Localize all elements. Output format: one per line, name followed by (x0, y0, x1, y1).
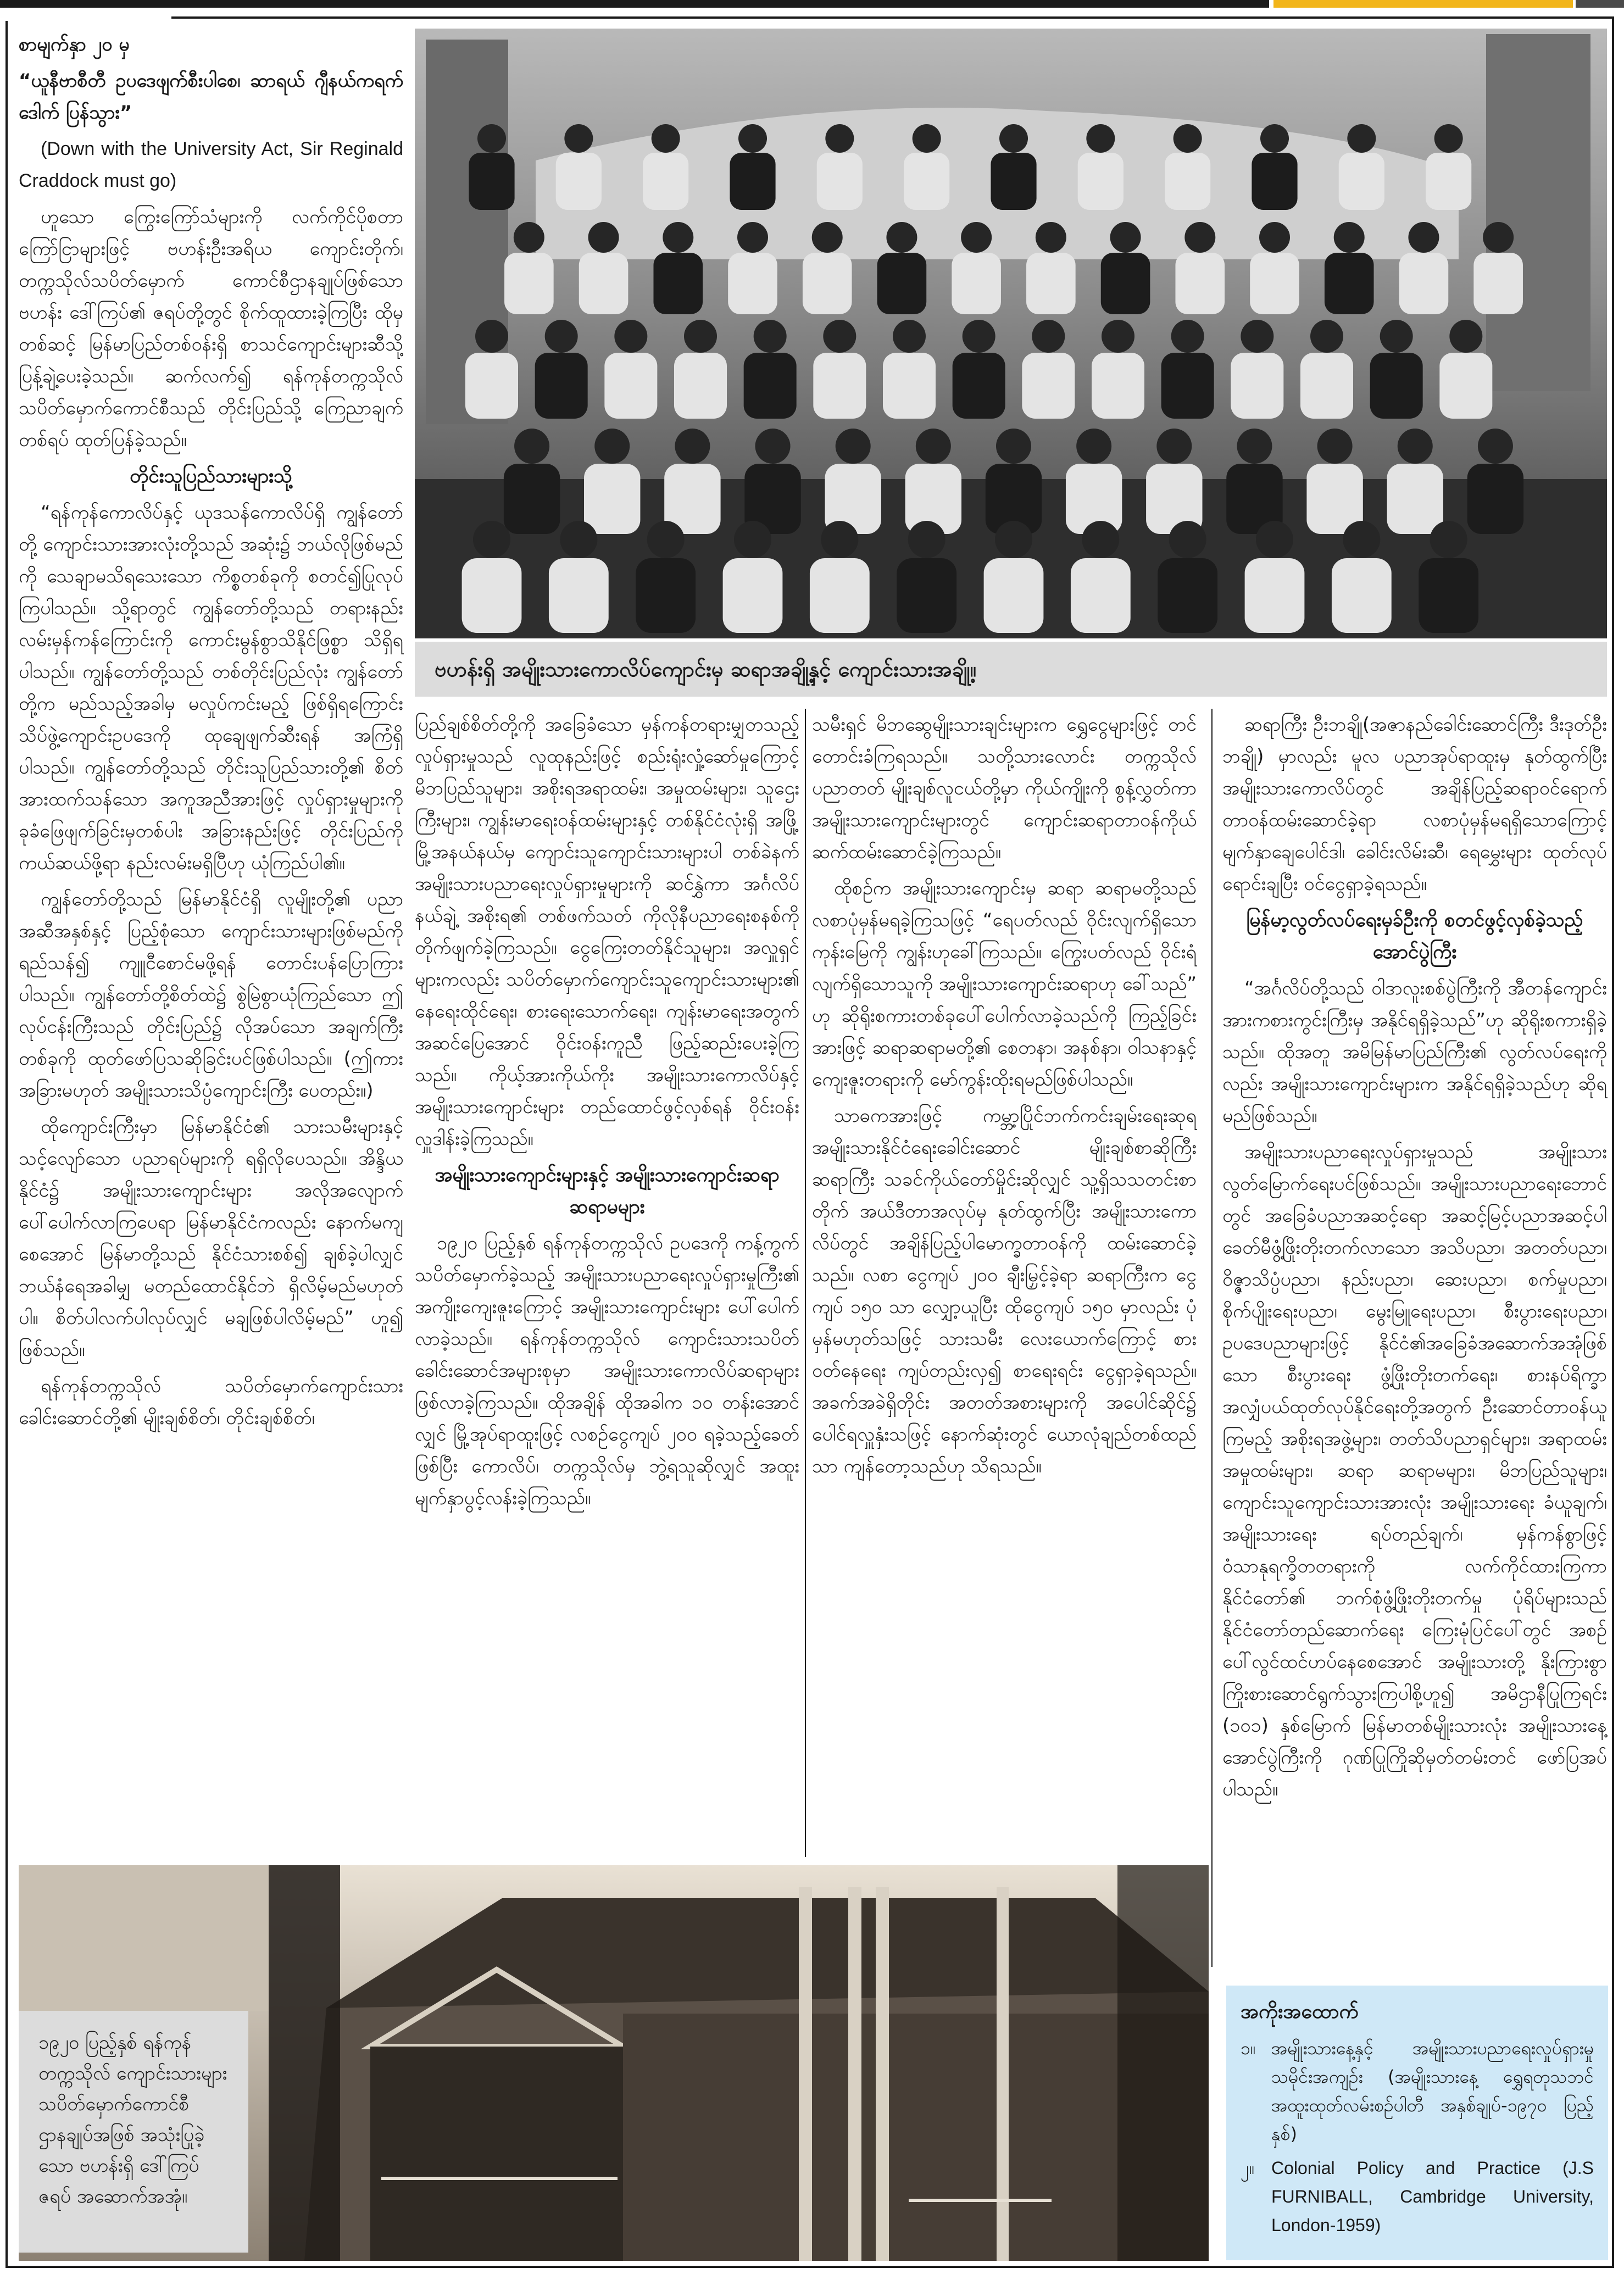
person-body (991, 153, 1036, 210)
person-body (1231, 353, 1283, 419)
person-head (588, 222, 619, 253)
person-body (643, 153, 688, 210)
person-head (1086, 124, 1115, 153)
person-head (996, 429, 1031, 464)
col3-paragraph-2: ထိုစဉ်က အမျိုးသားကျောင်းမှ ဆရာ ဆရာမတို့သည် လစာပုံမှန်မရခဲ့ကြသဖြင့် “ရေပတ်လည် ဝိုင်းလျက်ရှိသော ကုန်းမြေကို ကျွန်းဟုခေါ်ကြသည်။ ကြွေးပတ်လည် ဝိုင်းရံလျက်ရှိသောသူကို အမျိုးသားကျောင်းဆရာဟု ခေါ်သည်” ဟု ဆိုရိုးစကားတစ်ခုပေါ်ပေါက်လာခဲ့သည်ကို ကြည့်ခြင်းအားဖြင့် ဆရာဆရာမတို့၏ စေတနာ၊ အနစ်နာ၊ ဝါသနာနှင့် ကျေးဇူးတရားကို မော်ကွန်းထိုးရမည်ဖြစ်ပါသည်။ (812, 877, 1197, 1091)
person-body (1165, 153, 1210, 210)
person-body (535, 353, 588, 419)
col1-paragraph-4: ထိုကျောင်းကြီးမှာ မြန်မာနိုင်ငံ၏ သားသမီးများနှင့် သင့်လျော်သော ပညာရပ်များကို ရရှိလိုပေသည်။ အိန္ဒိယနိုင်ငံ၌ အမျိုးသားကျောင်းများ အလိုအလျောက် ပေါ်ပေါက်လာကြပေရာ မြန်မာနိုင်ငံကလည်း နောက်မကျစေအောင် မြန်မာတို့သည် နိုင်ငံသားစစ်၍ ချစ်ခဲ့ပါလျှင် ဘယ်နံရေအခါမျှ မတည်ထောင်နိုင်ဘဲ ရှိလိမ့်မည်မဟုတ်ပါ။ စိတ်ပါလက်ပါလုပ်လျှင် မချဖြစ်ပါလိမ့်မည်” ဟူ၍ ဖြစ်သည်။ (19, 1116, 403, 1361)
person-head (1171, 320, 1204, 353)
reference-number: ၁။ (1241, 2038, 1256, 2059)
person-head (961, 222, 992, 253)
person-body (813, 353, 866, 419)
col2-paragraph-1: ပြည်ချစ်စိတ်တို့ကို အခြေခံသော မှန်ကန်တရားမျှတသည့် လှုပ်ရှားမှုသည် လူထုနည်းဖြင့် စည်းရုံးလှုံ့ဆော်မှုကြောင့် မိဘပြည်သူများ၊ အစိုးရအရာထမ်း၊ အမှုထမ်းများ၊ သူဌေးကြီးများ၊ ကျွန်းမာရေးဝန်ထမ်းများနှင့် တစ်နိုင်ငံလုံးရှိ အဖြို့မြို့အနယ်နယ်မှ ကျောင်းသူကျောင်းသားများပါ တစ်ခဲနက် အမျိုးသားပညာရေးလှုပ်ရှားမှုများကို ဆင်နွှဲကာ အင်္ဂလိပ်နယ်ချဲ့ အစိုးရ၏ တစ်ဖက်သတ် ကိုလိုနီပညာရေးစနစ်ကို တိုက်ဖျက်ခဲ့ကြသည်။ ငွေကြေးတတ်နိုင်သူများ၊ အလှူရှင်များကလည်း သပိတ်မှောက်ကျောင်းသူကျောင်းသားများ၏ နေရေးထိုင်ရေး၊ စားရေးသောက်ရေး၊ ကျန်းမာရေးအတွက် အဆင်ပြေအောင် ဝိုင်းဝန်းကူညီ ဖြည့်ဆည်းပေးခဲ့ကြသည်။ ကိုယ့်အားကိုယ်ကိုး အမျိုးသားကောလိပ်နှင့် အမျိုးသားကျောင်းများ တည်ထောင်ဖွင့်လှစ်ရန် ဝိုင်းဝန်းလှူဒါန်းခဲ့ကြသည်။ (415, 714, 799, 1150)
person-body (1325, 253, 1374, 314)
person-body (1092, 353, 1144, 419)
person-head (594, 429, 630, 464)
top-bar-dark (1576, 0, 1624, 8)
person-body (953, 353, 1005, 419)
col2-paragraph-2: ၁၉၂၀ ပြည့်နှစ် ရန်ကုန်တက္ကသိုလ် ဥပဒေကို ကန့်ကွက်သပိတ်မှောက်ခဲ့သည့် အမျိုးသားပညာရေးလှုပ်ရှားမှုကြီး၏ အကျိုးကျေးဇူးကြောင့် အမျိုးသားကျောင်းများ ပေါ်ပေါက်လာခဲ့သည်။ ရန်ကုန်တက္ကသိုလ် ကျောင်းသားသပိတ်ခေါင်းဆောင်အများစုမှာ အမျိုးသားကောလိပ်ဆရာများ ဖြစ်လာခဲ့ကြသည်။ ထိုအချိန် ထိုအခါက ၁၀ တန်းအောင်လျှင် မြို့အုပ်ရာထူးဖြင့် လစဉ်ငွေကျပ် ၂၀၀ ရခဲ့သည့်ခေတ်ဖြစ်ပြီး ကောလိပ်၊ တက္ကသိုလ်မှ ဘွဲ့ရသူဆိုလျှင် အထူးမျက်နှာပွင့်လန်းခဲ့ကြသည်။ (415, 1232, 799, 1509)
person-body (1022, 353, 1075, 419)
references-box (1226, 1986, 1608, 2260)
continued-from: စာမျက်နှာ ၂၀ မှ (19, 34, 130, 55)
person-head (1380, 320, 1413, 353)
person-head (1347, 124, 1376, 153)
person-body (1158, 558, 1217, 633)
slogan-burmese: “ယူနီဗာစီတီ ဥပဒေဖျက်စီးပါစေ၊ ဆာရယ် ဂျီနယ်ကရက်ဒေါက် ပြန်သွား” (19, 70, 403, 124)
col1-paragraph-1: ဟူသော ကြွေးကြော်သံများကို လက်ကိုင်ပိုစတာ ကြော်ငြာများဖြင့် ဗဟန်းဦးအရိယ ကျောင်းတိုက်၊ တက္ကသိုလ်သပိတ်မှောက် ကောင်စီဌာနချုပ်ဖြစ်သော ဗဟန်း ဒေါ်ကြပ်၏ ဇရပ်တို့တွင် စိုက်ထူထားခဲ့ကြပြီး ထိုမှတစ်ဆင့် မြန်မာပြည်တစ်ဝန်းရှိ စာသင်ကျောင်းများဆီသို့ ပြန့်ချဲ့ပေးခဲ့သည်။ ဆက်လက်၍ ရန်ကုန်တက္ကသိုလ် သပိတ်မှောက်ကောင်စီသည် တိုင်းပြည်သို့ ကြေညာချက်တစ်ရပ် ထုတ်ပြန်ခဲ့သည်။ (19, 206, 403, 451)
person-body (1419, 558, 1478, 633)
col4-paragraph-2: “အင်္ဂလိပ်တို့သည် ဝါဒာလူးစစ်ပွဲကြီးကို အီတန်ကျောင်း အားကစားကွင်းကြီးမှ အနိုင်ရရှိခဲ့သည်”ဟု ဆိုရိုးစကားရှိခဲ့သည်။ ထိုအတူ အမိမြန်မာပြည်ကြီး၏ လွတ်လပ်ရေးကိုလည်း အမျိုးသားကျောင်းများက အနိုင်ရရှိခဲ့သည်ဟု ဆိုရမည်ဖြစ်သည်။ (1222, 977, 1607, 1127)
person-head (647, 521, 685, 558)
col3-paragraph-1: သမီးရှင် မိဘဆွေမျိုးသားချင်းများက ရွှေငွေများဖြင့် တင်တောင်းခံကြရသည်။ သတို့သားလောင်း တက္ကသိုလ်ပညာတတ် မျိုးချစ်လူငယ်တို့မှာ ကိုယ်ကျိုးကို စွန့်လွှတ်ကာ အမျိုးသားကျောင်းများတွင် ကျောင်းဆရာတာဝန်ကိုယ် ဆက်ထမ်းဆောင်ခဲ့ကြသည်။ (812, 714, 1197, 863)
person-body (1175, 253, 1225, 314)
person-head (545, 320, 578, 353)
person-head (1478, 429, 1513, 464)
person-body (1026, 253, 1076, 314)
person-body (549, 558, 609, 633)
col1-heading: တိုင်းသူပြည်သားများသို့ (130, 465, 292, 487)
column-4 (1222, 709, 1607, 1972)
person-head (1408, 222, 1439, 253)
col4-paragraph-3: အမျိုးသားပညာရေးလှုပ်ရှားမှုသည် အမျိုးသားလွတ်မြောက်ရေးပင်ဖြစ်သည်။ အမျိုးသားပညာရေးဘောင်တွင် အခြေခံပညာအဆင့်ရော အဆင့်မြင့်ပညာအဆင့်ပါ ခေတ်မီဖွံ့ဖြိုးတိုးတက်လာသော အသိပညာ၊ အတတ်ပညာ၊ ဝိဇ္ဇာသိပ္ပံပညာ၊ နည်းပညာ၊ ဆေးပညာ၊ စက်မှုပညာ၊ စိုက်ပျိုးရေးပညာ၊ မွေးမြူရေးပညာ၊ စီးပွားရေးပညာ၊ ဥပဒေပညာများဖြင့် နိုင်ငံ၏အခြေခံအဆောက်အအုံဖြစ်သော စီးပွားရေး ဖွံ့ဖြိုးတိုးတက်ရေး၊ စားနပ်ရိက္ခာ အလျှံပယ်ထုတ်လုပ်နိုင်ရေးတို့အတွက် ဦးဆောင်တာဝန်ယူကြမည့် အစိုးရအဖွဲ့များ၊ တတ်သိပညာရှင်များ၊ အရာထမ်း အမှုထမ်းများ၊ ဆရာ ဆရာမများ၊ မိဘပြည်သူများ၊ ကျောင်းသူကျောင်းသားအားလုံး အမျိုးသားရေး ခံယူချက်၊ အမျိုးသားရေး ရပ်တည်ချက်၊ မှန်ကန်စွာဖြင့် ဝံသာနုရက္ခိတတရားကို လက်ကိုင်ထားကြကာ နိုင်ငံတော်၏ ဘက်စုံဖွံ့ဖြိုးတိုးတက်မှု ပုံရိပ်များသည် နိုင်ငံတော်တည်ဆောက်ရေး ကြေးမုံပြင်ပေါ်တွင် အစဉ်ပေါ်လွင်ထင်ဟပ်နေစေအောင် အမျိုးသားတို့ နိုးကြားစွာ ကြိုးစားဆောင်ရွက်သွားကြပါစို့ဟူ၍ အမိဌာနီပြုကြရင်း (၁၀၁) နှစ်မြောက် မြန်မာတစ်မျိုးသားလုံး အမျိုးသားနေ့အောင်ပွဲကြီးကို ဂုဏ်ပြုကြိုဆိုမှတ်တမ်းတင် ဖော်ပြအပ်ပါသည်။ (1222, 1141, 1607, 1800)
person-head (1237, 429, 1272, 464)
person-head (893, 320, 926, 353)
person-body (1101, 253, 1150, 314)
person-body (817, 153, 863, 210)
person-body (1439, 353, 1492, 419)
person-head (1259, 222, 1290, 253)
person-head (1317, 429, 1353, 464)
person-head (514, 429, 549, 464)
person-head (473, 521, 510, 558)
person-body (556, 153, 602, 210)
person-body (904, 153, 949, 210)
person-head (995, 521, 1032, 558)
person-head (477, 124, 506, 153)
person-head (1173, 124, 1202, 153)
person-body (584, 464, 640, 534)
person-head (1102, 320, 1134, 353)
person-head (652, 124, 680, 153)
references-title: အကိုးအထောက် (1241, 2000, 1359, 2023)
col1-paragraph-2: “ရန်ကုန်ကောလိပ်နှင့် ယုဒသန်ကောလိပ်ရှိ ကျွန်တော်တို့ ကျောင်းသားအားလုံးတို့သည် အဆုံး၌ ဘယ်လိုဖြစ်မည်ကို သေချာမသိရသေးသော ကိစ္စတစ်ခုကို စတင်၍ပြုလုပ်ကြပါသည်။ သို့ရာတွင် ကျွန်တော်တို့သည် တရားနည်းလမ်းမှန်ကန်ကြောင်းကို ကောင်းမွန်စွာသိနိုင်ဖြစ္စာ သိရှိရပါသည်။ ကျွန်တော်တို့သည် တစ်တိုင်းပြည်လုံး ကျွန်တော်တို့က မည်သည့်အခါမှ မလှုပ်ကင်းမည့် ဖြစ်ရှိရကြောင်း သိပ်ဖွဲ့ကျောင်းဥပဒေကို ထုချေဖျက်ဆီးရန် အကြံရှိပါသည်။ ကျွန်တော်တို့သည် တိုင်းသူပြည်သားတို့၏ စိတ်အားထက်သန်သော အကူအညီအားဖြင့် လှုပ်ရှားမှုများကို ခုခံဖြေဖျက်ခြင်းမှတစ်ပါး အခြားနည်းဖြင့် တိုင်းပြည်ကို ကယ်ဆယ်ဖို့ရာ နည်းလမ်းမရှိပြီဟု ယုံကြည်ပါ၏။ (19, 502, 403, 874)
person-head (999, 124, 1028, 153)
person-head (1032, 320, 1065, 353)
person-body (1467, 464, 1523, 534)
person-head (1076, 429, 1111, 464)
person-head (614, 320, 647, 353)
person-head (1449, 320, 1482, 353)
top-accent-bar (0, 0, 1624, 8)
group-photo (415, 29, 1607, 638)
column-3 (812, 709, 1197, 1857)
slogan-english: (Down with the University Act, Sir Reginald Craddock must go) (19, 138, 403, 191)
person-head (738, 124, 767, 153)
house-photo-caption: ၁၉၂၀ ပြည့်နှစ် ရန်ကုန်တက္ကသိုလ် ကျောင်းသားများ သပိတ်မှောက်ကောင်စီဌာနချုပ်အဖြစ် အသုံးပြုခဲ့သော ဗဟန်းရှိ ဒေါ်ကြပ် ဇရပ် အဆောက်အအုံ။ (19, 2011, 248, 2253)
person-head (836, 429, 871, 464)
person-head (908, 521, 946, 558)
person-head (1256, 521, 1293, 558)
col4-heading: မြန်မာ့လွတ်လပ်ရေးမှခ်ဦးကို စတင်ဖွင့်လှစ်ခဲ့သည့် အောင်ပွဲကြီး (1246, 909, 1583, 963)
references-list (1241, 2034, 1594, 2239)
person-head (1310, 320, 1343, 353)
person-body (462, 558, 522, 633)
person-head (684, 320, 717, 353)
person-body (1332, 558, 1392, 633)
person-body (723, 558, 783, 633)
person-body (636, 558, 696, 633)
column-divider-1 (805, 709, 806, 1857)
person-body (1300, 353, 1353, 419)
person-body (579, 253, 629, 314)
reference-text: Colonial Policy and Practice (J.S FURNIBALL, Cambridge University, London-1959) (1271, 2158, 1594, 2235)
person-head (755, 429, 791, 464)
column-2 (415, 709, 799, 1857)
person-head (825, 124, 854, 153)
photo-caption: ဗဟန်းရှိ အမျိုးသားကောလိပ်ကျောင်းမှ ဆရာအချို့နှင့် ကျောင်းသားအချို့။ (415, 642, 1607, 697)
person-head (1343, 521, 1380, 558)
person-body (1071, 558, 1131, 633)
column-divider-2 (1211, 709, 1213, 1967)
person-body (504, 464, 560, 534)
person-head (663, 222, 693, 253)
person-body (674, 353, 727, 419)
person-head (1398, 429, 1433, 464)
person-body (1473, 253, 1523, 314)
col1-paragraph-5: ရန်ကုန်တက္ကသိုလ် သပိတ်မှောက်ကျောင်းသားခေါင်းဆောင်တို့၏ မျိုးချစ်စိတ်၊ တိုင်းချစ်စိတ်၊ (19, 1375, 403, 1429)
col4-paragraph-1: ဆရာကြီး ဦးဘချို(အဇာနည်ခေါင်းဆောင်ကြီး ဒီးဒုတ်ဦးဘချို) မှာလည်း မူလ ပညာအုပ်ရာထူးမှ နုတ်ထွက်ပြီး အမျိုးသားကောလိပ်တွင် အချိန်ပြည့်ဆရာဝင်ရောက် တာဝန်ထမ်းဆောင်ခဲ့ရာ လစာပုံမှန်မရရှိသောကြောင့် မျက်နှာချေပေါင်ဒါ၊ ခေါင်းလိမ်းဆီ၊ ရေမွှေးများ ထုတ်လုပ်ရောင်းချပြီး ဝင်ငွေရှာခဲ့ရသည်။ (1222, 714, 1607, 895)
person-body (1250, 253, 1299, 314)
person-body (984, 558, 1044, 633)
group-photo-image (415, 29, 1607, 638)
person-head (1169, 521, 1206, 558)
top-bar-black (0, 0, 1269, 8)
person-body (897, 558, 956, 633)
person-body (728, 253, 777, 314)
person-head (823, 320, 856, 353)
frame-notch (0, 12, 171, 21)
person-head (1434, 124, 1463, 153)
person-head (1184, 222, 1215, 253)
person-body (744, 353, 797, 419)
col3-paragraph-3: သာဓကအားဖြင့် ကမ္ဘာ့ပြိုင်ဘက်ကင်းချမ်းရေးဆုရ အမျိုးသားနိုင်ငံရေးခေါင်းဆောင် မျိုးချစ်စာဆိုကြီး ဆရာကြီး သခင်ကိုယ်တော်မှိုင်းဆိုလျှင် သူ့ရှိသသတင်းစာတိုက် အယ်ဒီတာအလုပ်မှ နုတ်ထွက်ပြီး အမျိုးသားကောလိပ်တွင် အချိန်ပြည့်ပါမောက္ခတာဝန်ကို ထမ်းဆောင်ခဲ့သည်။ လစာ ငွေကျပ် ၂၀၀ ချီးမြှင့်ခဲ့ရာ ဆရာကြီးက ငွေကျပ် ၁၅၀ သာ လျှော့ယူပြီး ထိုငွေကျပ် ၁၅၀ မှာလည်း ပုံမှန်မဟုတ်သဖြင့် သားသမီး လေးယောက်ကြောင့် စားဝတ်နေရေး ကျပ်တည်းလှ၍ စာရေးရင်း ငွေရှာခဲ့ရသည်။ အခက်အခဲရှိတိုင်း အတတ်အစားများကို အပေါင်ဆိုင်၌ ပေါင်ရလှူနှံးသဖြင့် နောက်ဆုံးတွင် ယောလုံချည်တစ်ထည်သာ ကျန်တော့သည်ဟု သိရသည်။ (812, 1105, 1197, 1477)
person-body (1339, 153, 1384, 210)
col1-paragraph-3: ကျွန်တော်တို့သည် မြန်မာနိုင်ငံရှိ လူမျိုးတို့၏ ပညာအဆီအနှစ်နှင့် ပြည့်စုံသော ကျောင်းသားများဖြစ်မည်ကို ရည်သန်၍ ကျူငီစောင်မဖို့ရန် တောင်းပန်ပြောကြားပါသည်။ ကျွန်တော်တို့စိတ်ထဲ၌ စွဲမြဲစွာယုံကြည်သော ဤလုပ်ငန်းကြီးသည် တိုင်းပြည်၌ လိုအပ်သော အချက်ကြီးတစ်ခုကို ထုတ်ဖော်ပြသဆိုခြင်းပင်ဖြစ်ပါသည်။ (ဤကား အခြားမဟုတ် အမျိုးသားသိပ္ပံကျောင်းကြီး ပေတည်း။) (19, 888, 403, 1102)
person-body (1245, 558, 1305, 633)
person-body (604, 353, 657, 419)
person-head (514, 222, 544, 253)
person-body (1370, 353, 1423, 419)
person-head (754, 320, 787, 353)
person-head (737, 222, 768, 253)
person-head (1334, 222, 1365, 253)
person-body (465, 353, 518, 419)
person-head (963, 320, 995, 353)
person-head (560, 521, 597, 558)
person-body (952, 253, 1001, 314)
person-head (1483, 222, 1514, 253)
person-body (803, 253, 852, 314)
person-head (821, 521, 858, 558)
person-body (1387, 464, 1443, 534)
person-body (1078, 153, 1124, 210)
column-1 (19, 29, 403, 1787)
person-head (1430, 521, 1467, 558)
person-body (1426, 153, 1471, 210)
person-body (810, 558, 870, 633)
person-body (1252, 153, 1297, 210)
person-body (730, 153, 775, 210)
person-body (1399, 253, 1449, 314)
person-head (675, 429, 710, 464)
person-head (812, 222, 843, 253)
reference-item (1241, 2154, 1594, 2239)
top-bar-gold (1273, 0, 1573, 8)
person-head (1082, 521, 1119, 558)
reference-item (1241, 2034, 1594, 2148)
reference-number: ၂။ (1241, 2158, 1255, 2178)
person-head (916, 429, 951, 464)
person-body (877, 253, 927, 314)
person-body (883, 353, 936, 419)
col2-heading: အမျိုးသားကျောင်းများနှင့် အမျိုးသားကျောင်းဆရာ ဆရာမများ (435, 1164, 780, 1218)
person-head (734, 521, 771, 558)
person-head (1156, 429, 1192, 464)
person-body (653, 253, 703, 314)
person-head (886, 222, 917, 253)
person-head (913, 124, 941, 153)
person-head (1260, 124, 1289, 153)
person-body (1161, 353, 1214, 419)
person-head (1241, 320, 1273, 353)
person-head (564, 124, 593, 153)
person-head (1036, 222, 1066, 253)
person-head (1110, 222, 1141, 253)
person-body (504, 253, 554, 314)
reference-text: အမျိုးသားနေ့နှင့် အမျိုးသားပညာရေးလှုပ်ရှားမှုသမိုင်းအကျဉ်း (အမျိုးသားနေ့ ရွှေရတုသဘင် အထူးထုတ်လမ်းစဉ်ပါတီ အနှစ်ချုပ်-၁၉၇၀ ပြည့်နှစ်) (1271, 2038, 1594, 2144)
person-head (475, 320, 508, 353)
person-body (469, 153, 514, 210)
